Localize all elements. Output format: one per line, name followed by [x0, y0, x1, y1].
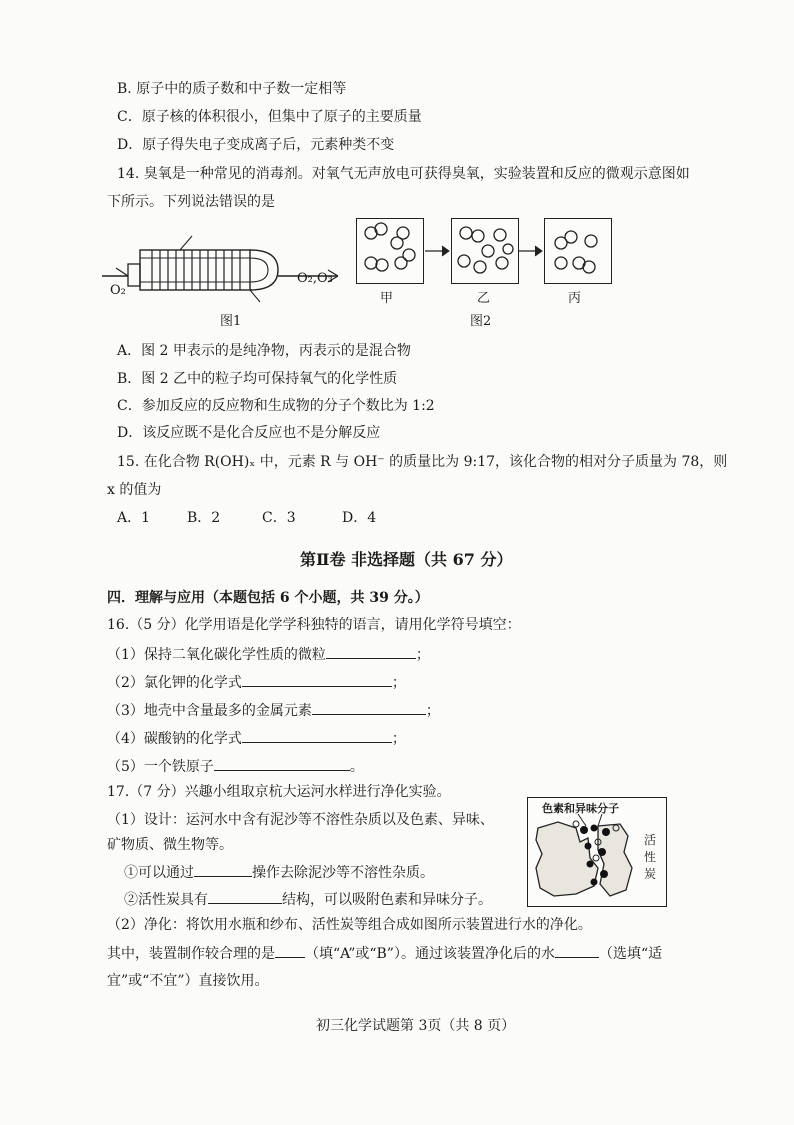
q16-item-5-end: 。	[349, 759, 364, 775]
q17-answer-blank-1[interactable]	[194, 862, 252, 877]
q16-item-1-end: ；	[415, 647, 430, 663]
q16-item-2-text: （2）氯化钾的化学式	[107, 675, 242, 691]
q15-option-c: C．3	[262, 510, 296, 526]
q16-item-1	[107, 644, 430, 665]
arrow-right-icon	[423, 244, 451, 258]
fig2-caption: 图2	[470, 314, 492, 329]
arrow-right-icon	[516, 244, 544, 258]
ozone-generator-figure	[100, 228, 345, 308]
q14-stem-line2: 下所示。下列说法错误的是	[107, 194, 275, 210]
q17-purify-line3: 宜”或“不宜”）直接饮用。	[107, 973, 269, 989]
q17-sub1	[124, 862, 434, 883]
q17-purify-line2	[107, 943, 662, 964]
q17-design-line2: 矿物质、微生物等。	[107, 837, 233, 853]
q16-answer-blank-3[interactable]	[312, 700, 426, 715]
q16-item-2-end: ；	[391, 675, 406, 691]
activated-carbon-figure	[527, 797, 667, 907]
q16-item-3	[107, 700, 440, 721]
q17-purify-text-b: （填“A”或“B”）。通过该装置净化后的水	[305, 946, 555, 962]
q16-answer-blank-5[interactable]	[214, 756, 350, 771]
q17-answer-blank-3[interactable]	[275, 943, 305, 958]
q13-option-b: B. 原子中的质子数和中子数一定相等	[117, 81, 347, 97]
fig2-label-bing: 丙	[568, 291, 582, 306]
carbon-figure-side-label: 活性炭	[644, 833, 657, 881]
q16-item-4-text: （4）碳酸钠的化学式	[107, 731, 242, 747]
q17-sub2	[124, 889, 492, 910]
q16-answer-blank-1[interactable]	[326, 644, 416, 659]
q14-option-a: A．图 2 甲表示的是纯净物，丙表示的是混合物	[117, 343, 411, 359]
page-footer: 初三化学试题第 3页（共 8 页）	[316, 1018, 516, 1034]
q17-answer-blank-2[interactable]	[208, 889, 282, 904]
box-jia-molecules	[357, 219, 423, 283]
box-bing	[544, 218, 612, 284]
q16-answer-blank-2[interactable]	[242, 672, 392, 687]
q13-option-c: C．原子核的体积很小，但集中了原子的主要质量	[117, 109, 422, 125]
carbon-figure-title: 色素和异味分子	[542, 802, 619, 815]
part4-heading: 四．理解与应用（本题包括 6 个小题，共 39 分。）	[107, 590, 429, 606]
q17-sub2-text-a: ②活性炭具有	[124, 892, 208, 908]
q16-item-4-end: ；	[391, 731, 406, 747]
q16-answer-blank-4[interactable]	[242, 728, 392, 743]
q16-item-1-text: （1）保持二氧化碳化学性质的微粒	[107, 647, 326, 663]
q15-option-b: B．2	[187, 510, 221, 526]
q14-stem-line1: 14. 臭氧是一种常见的消毒剂。对氧气无声放电可获得臭氧，实验装置和反应的微观示意图如	[117, 166, 690, 182]
q16-item-4	[107, 728, 406, 749]
q15-option-a: A．1	[117, 510, 151, 526]
fig1-in-label: O₂	[110, 283, 126, 298]
q16-stem: 16.（5 分）化学用语是化学学科独特的语言，请用化学符号填空：	[107, 617, 521, 633]
box-jia	[356, 218, 424, 284]
q14-option-d: D．该反应既不是化合反应也不是分解反应	[117, 425, 381, 441]
q17-sub1-text-a: ①可以通过	[124, 865, 194, 881]
q17-sub2-text-b: 结构，可以吸附色素和异味分子。	[282, 892, 492, 908]
box-yi	[451, 218, 519, 284]
q17-stem: 17.（7 分）兴趣小组取京杭大运河水样进行净化实验。	[107, 784, 451, 800]
q16-item-3-text: （3）地壳中含量最多的金属元素	[107, 703, 312, 719]
box-yi-molecules	[452, 219, 518, 283]
section-title: 第Ⅱ卷 非选择题（共 67 分）	[300, 550, 513, 569]
box-bing-molecules	[545, 219, 611, 283]
q15-stem-line2: x 的值为	[107, 482, 162, 498]
q13-option-d: D．原子得失电子变成离子后，元素种类不变	[117, 137, 395, 153]
q16-item-3-end: ；	[425, 703, 440, 719]
fig1-out-label: O₂,O₃	[297, 271, 333, 286]
q14-option-b: B．图 2 乙中的粒子均可保持氧气的化学性质	[117, 371, 398, 387]
q16-item-5	[107, 756, 364, 777]
q17-purify-text-a: 其中，装置制作较合理的是	[107, 946, 275, 962]
ozone-generator-diagram	[100, 228, 345, 308]
q15-option-d: D．4	[342, 510, 377, 526]
q17-sub1-text-b: 操作去除泥沙等不溶性杂质。	[252, 865, 434, 881]
fig2-label-jia: 甲	[380, 291, 394, 306]
q17-purify-text-c: （选填“适	[598, 946, 663, 962]
q17-answer-blank-4[interactable]	[555, 943, 599, 958]
fig2-label-yi: 乙	[477, 291, 491, 306]
q16-item-5-text: （5）一个铁原子	[107, 759, 214, 775]
q15-stem-line1: 15. 在化合物 R(OH)ₓ 中，元素 R 与 OH⁻ 的质量比为 9:17，该化合物的相对分子质量为 78，则	[117, 454, 728, 470]
fig1-caption: 图1	[220, 314, 242, 329]
q17-design-line1: （1）设计：运河水中含有泥沙等不溶性杂质以及色素、异味、	[107, 812, 494, 828]
q14-option-c: C．参加反应的反应物和生成物的分子个数比为 1:2	[117, 398, 435, 414]
q16-item-2	[107, 672, 406, 693]
q17-purify-line1: （2）净化：将饮用水瓶和纱布、活性炭等组合成如图所示装置进行水的净化。	[107, 917, 592, 933]
